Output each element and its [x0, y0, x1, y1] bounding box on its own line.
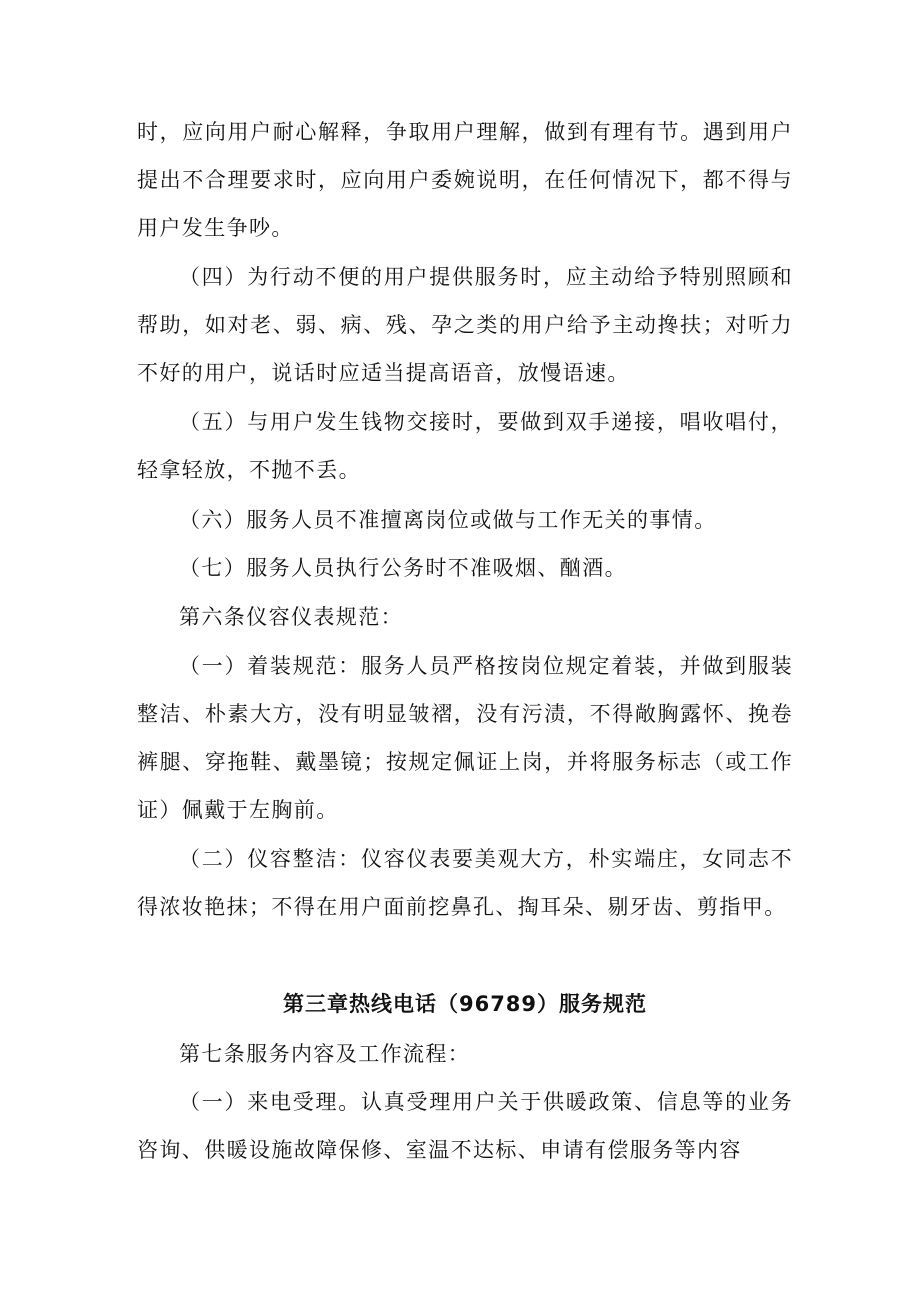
paragraph-grooming: （二）仪容整洁：仪容仪表要美观大方，朴实端庄，女同志不得浓妆艳抹；不得在用户面前挖鼻孔、掏耳朵、剔牙齿、剪指甲。: [137, 847, 793, 919]
paragraph-item-6: （六）服务人员不准擅离岗位或做与工作无关的事情。: [179, 508, 717, 532]
paragraph-continuation: 时，应向用户耐心解释，争取用户理解，做到有理有节。遇到用户提出不合理要求时，应向用户委婉说明，在任何情况下，都不得与用户发生争吵。: [137, 120, 793, 240]
article-6-title: 第六条仪容仪表规范：: [179, 605, 403, 629]
paragraph-dress-code: （一）着装规范：服务人员严格按岗位规定着装，并做到服装整洁、朴素大方，没有明显皱褶，没有污渍，不得敞胸露怀、挽卷裤腿、穿拖鞋、戴墨镜；按规定佩证上岗，并将服务标志（或工作证）佩戴于左胸前。: [137, 654, 793, 822]
article-7-title: 第七条服务内容及工作流程：: [179, 1042, 471, 1066]
chapter-3-heading: 第三章热线电话（96789）服务规范: [282, 992, 648, 1016]
paragraph-item-4: （四）为行动不便的用户提供服务时，应主动给予特别照顾和帮助，如对老、弱、病、残、孕之类的用户给予主动搀扶；对听力不好的用户，说话时应适当提高语音，放慢语速。: [137, 265, 793, 385]
paragraph-item-5: （五）与用户发生钱物交接时，要做到双手递接，唱收唱付，轻拿轻放，不抛不丢。: [137, 410, 793, 482]
paragraph-item-7: （七）服务人员执行公务时不准吸烟、酗酒。: [179, 556, 627, 580]
paragraph-call-handling: （一）来电受理。认真受理用户关于供暖政策、信息等的业务咨询、供暖设施故障保修、室温不达标、申请有偿服务等内容: [137, 1090, 793, 1162]
